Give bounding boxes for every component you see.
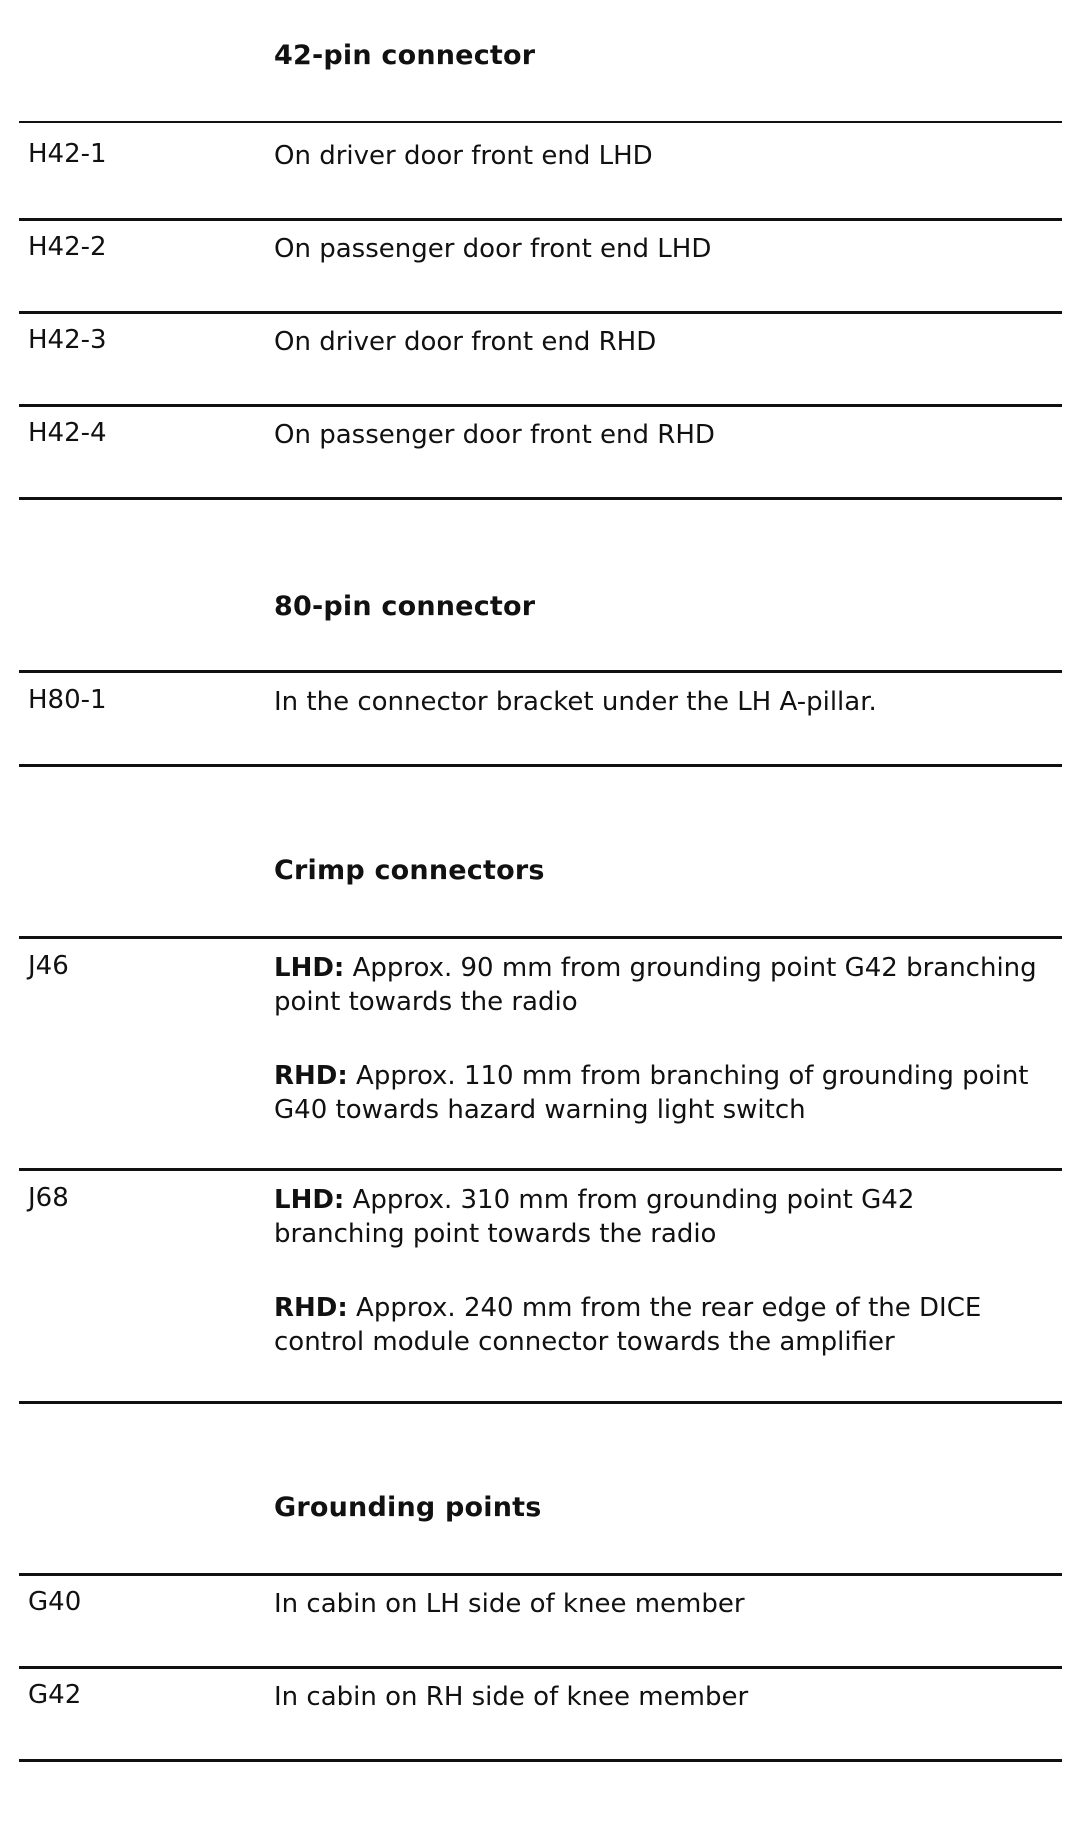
grounding-point-code: G42 — [28, 1680, 82, 1710]
connector-code: H42-3 — [28, 325, 107, 355]
table-rule — [19, 1573, 1062, 1576]
lhd-paragraph — [274, 951, 1049, 1019]
lhd-label: LHD: — [274, 1185, 345, 1215]
table-rule — [19, 404, 1062, 407]
grounding-point-code: G40 — [28, 1587, 82, 1617]
rhd-text: Approx. 110 mm from branching of grounding point G40 towards hazard warning light switch — [274, 1061, 1029, 1125]
rhd-text: Approx. 240 mm from the rear edge of the DICE control module connector towards the amplifier — [274, 1293, 982, 1357]
lhd-text: Approx. 310 mm from grounding point G42 branching point towards the radio — [274, 1185, 915, 1249]
table-rule — [19, 121, 1062, 123]
connector-code: H80-1 — [28, 685, 107, 715]
connector-code: H42-4 — [28, 418, 107, 448]
section-heading-grounding: Grounding points — [274, 1492, 542, 1523]
rhd-label: RHD: — [274, 1061, 348, 1091]
table-rule — [19, 670, 1062, 673]
table-rule — [19, 936, 1062, 939]
section-heading-crimp: Crimp connectors — [274, 855, 545, 886]
rhd-label: RHD: — [274, 1293, 348, 1323]
rhd-paragraph — [274, 1059, 1049, 1127]
connector-description — [274, 951, 1049, 1127]
lhd-label: LHD: — [274, 953, 345, 983]
table-rule — [19, 764, 1062, 767]
section-heading-80-pin: 80-pin connector — [274, 591, 536, 622]
grounding-point-description: In cabin on LH side of knee member — [274, 1589, 745, 1619]
grounding-point-description: In cabin on RH side of knee member — [274, 1682, 749, 1712]
connector-description: On driver door front end RHD — [274, 327, 657, 357]
connector-code: J46 — [28, 951, 69, 981]
table-rule — [19, 311, 1062, 314]
table-rule — [19, 1759, 1062, 1762]
table-rule — [19, 1666, 1062, 1669]
lhd-paragraph — [274, 1183, 1049, 1251]
connector-description: On passenger door front end LHD — [274, 234, 712, 264]
connector-description: On driver door front end LHD — [274, 141, 653, 171]
connector-code: H42-2 — [28, 232, 107, 262]
rhd-paragraph — [274, 1291, 1049, 1359]
section-heading-42-pin: 42-pin connector — [274, 40, 536, 71]
table-rule — [19, 497, 1062, 500]
connector-description: In the connector bracket under the LH A-pillar. — [274, 687, 877, 717]
table-rule — [19, 1401, 1062, 1404]
connector-code: H42-1 — [28, 139, 107, 169]
connector-description: On passenger door front end RHD — [274, 420, 715, 450]
lhd-text: Approx. 90 mm from grounding point G42 branching point towards the radio — [274, 953, 1037, 1017]
connector-code: J68 — [28, 1183, 69, 1213]
table-rule — [19, 1168, 1062, 1171]
connector-description — [274, 1183, 1049, 1359]
table-rule — [19, 218, 1062, 221]
